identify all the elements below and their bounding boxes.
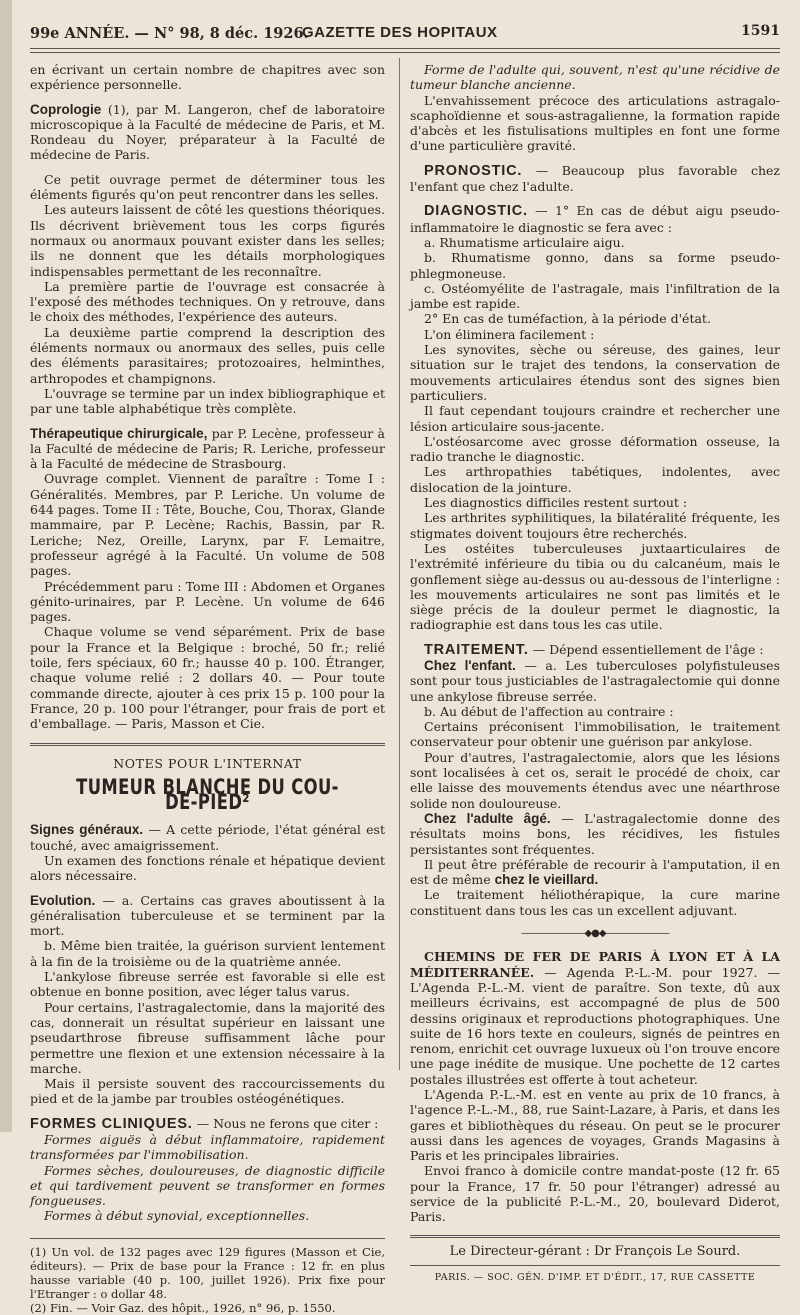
paragraph: Formes aiguës à début inflammatoire, rapidement transformées par l'immobilisation. xyxy=(30,1132,385,1163)
page-header xyxy=(30,22,780,46)
section-heading: PRONOSTIC. xyxy=(424,162,523,179)
adulte-entry: Chez l'adulte âgé. — L'astragalectomie donne des résultats moins bons, les récidives, les fistules persistantes sont fréquentes. xyxy=(410,810,780,857)
enfant-entry: Chez l'enfant. — a. Les tuberculoses polyfistuleuses sont pour tous justiciables de l'astragalectomie qui donne une ankylose fibreuse serrée. xyxy=(410,657,780,704)
section-heading: Chez l'enfant. xyxy=(424,657,516,673)
page-number: 1591 xyxy=(741,23,780,39)
director-line: Le Directeur-gérant : Dr François Le Sourd. xyxy=(410,1235,780,1259)
paragraph: Ce petit ouvrage permet de déterminer tous les éléments figurés qu'on peut rencontrer dans les selles. xyxy=(30,171,385,203)
section-heading: Coprologie xyxy=(30,101,102,117)
column-divider xyxy=(399,58,400,1070)
page-edge xyxy=(0,0,12,1132)
paragraph: Chaque volume se vend séparément. Prix de base pour la France et la Belgique : broché, 50 fr.; relié toile, fers spéciaux, 60 fr.; hausse 40 p. 100. Étranger, chaque volume relié : 2 dollars 40. — Pour toute commande directe, ajouter à ces prix 15 p. 100 pour la France, 20 p. 100 pour l'étranger, pour frais de port et d'emballage. — Paris, Masson et Cie. xyxy=(30,624,385,732)
paragraph: Les ostéites tuberculeuses juxtaarticulaires de l'extrémité inférieure du tibia ou du calcanéum, mais le gonflement siège au-dessus ou au-dessous de l'interligne : les mouvements articulaires ne sont pas limités et le siège précis de la douleur permet le diagnostic, la radiographie est dans tous les cas utile. xyxy=(410,540,780,633)
coprologie-entry: Coprologie (1), par M. Langeron, chef de laboratoire microscopique à la Faculté de médecine de Paris, et M. Rondeau du Noyer, préparateur à la Faculté de médecine de Paris. xyxy=(30,101,385,163)
diagnostic-entry: DIAGNOSTIC. — 1° En cas de début aigu pseudo-inflammatoire le diagnostic se fera avec : xyxy=(410,203,780,235)
paragraph: Pour certains, l'astragalectomie, dans la majorité des cas, donnerait un résultat supérieur en laissant une pseudarthrose fibreuse suffisamment lâche pour permettre une flexion et une extension nécessaire à la marche. xyxy=(30,999,385,1076)
paragraph: Mais il persiste souvent des raccourcissements du pied et de la jambe par troubles ostéogénétiques. xyxy=(30,1076,385,1107)
paragraph: c. Ostéomyélite de l'astragale, mais l'infiltration de la jambe est rapide. xyxy=(410,280,780,312)
article-title: TUMEUR BLANCHE DU COU-DE-PIED² xyxy=(76,774,339,815)
paragraph: Envoi franco à domicile contre mandat-poste (12 fr. 65 pour la France, 17 fr. 50 pour l'étranger) adressé au service de la publicité P.-L.-M., 20, boulevard Diderot, Paris. xyxy=(410,1163,780,1225)
footnote-rule xyxy=(30,1238,385,1239)
section-heading: DIAGNOSTIC. xyxy=(424,203,528,220)
paragraph: L'Agenda P.-L.-M. est en vente au prix de 10 francs, à l'agence P.-L.-M., 88, rue Saint-Lazare, à Paris, et dans les gares et bibliothèques du réseau. On peut se le procurer aussi dans les agences de voyages, Grands Magasins à Paris et les principales librairies. xyxy=(410,1087,780,1164)
section-rule xyxy=(30,743,385,746)
paragraph: Les auteurs laissent de côté les questions théoriques. Ils décrivent brièvement tous les corps figurés normaux ou anormaux pouvant exister dans les selles; ils ne donnent que les détails morphologiques indispensables permettant de les reconnaître. xyxy=(30,202,385,279)
paragraph: 2° En cas de tuméfaction, à la période d'état. xyxy=(424,311,711,327)
paragraph: b. Au début de l'affection au contraire : xyxy=(424,703,674,719)
paragraph: Formes à début synovial, exceptionnelles. xyxy=(44,1208,310,1224)
paragraph: Les synovites, sèche ou séreuse, des gaines, leur situation sur le trajet des tendons, la conservation de mouvements articulaires étendus sont des signes bien particuliers. xyxy=(410,342,780,403)
paragraph: a. Rhumatisme articulaire aigu. xyxy=(424,234,625,250)
footnote: (2) Fin. — Voir Gaz. des hôpit., 1926, n° 96, p. 1550. xyxy=(30,1300,336,1315)
printer-line: PARIS. — SOC. GÉN. D'IMP. ET D'ÉDIT., 17, RUE CASSETTE xyxy=(410,1265,780,1285)
paragraph: en écrivant un certain nombre de chapitres avec son expérience personnelle. xyxy=(30,62,385,93)
journal-title: GAZETTE DES HOPITAUX xyxy=(302,24,498,41)
notes-title: NOTES POUR L'INTERNAT xyxy=(113,756,302,772)
section-heading: TRAITEMENT. xyxy=(424,641,529,658)
paragraph: Les arthrites syphilitiques, la bilatéralité fréquente, les stigmates doivent toujours être recherchés. xyxy=(410,510,780,541)
paragraph: Pour d'autres, l'astragalectomie, alors que les lésions sont localisées à cet os, serait le procédé de choix, car elle laisse des mouvements étendus avec une néarthrose solide non douloureuse. xyxy=(410,749,780,811)
paragraph: Le traitement héliothérapique, la cure marine constituent dans tous les cas un excellent adjuvant. xyxy=(410,887,780,918)
paragraph: L'on éliminera facilement : xyxy=(424,326,595,342)
section-heading: Thérapeutique chirurgicale, xyxy=(30,425,208,441)
paragraph: L'envahissement précoce des articulations astragalo-scaphoïdienne et sous-astragalienne, la formation rapide d'abcès et les fistulisations multiples en font une forme d'une particulière gravité. xyxy=(410,92,780,154)
paragraph: Les arthropathies tabétiques, indolentes, avec dislocation de la jointure. xyxy=(410,464,780,495)
section-heading: Chez l'adulte âgé. xyxy=(424,810,551,826)
paragraph: La deuxième partie comprend la description des éléments normaux ou anormaux des selles, puis celle des éléments parasitaires; protozoaires, helminthes, arthropodes et champignons. xyxy=(30,324,385,386)
paragraph: b. Rhumatisme gonno, dans sa forme pseudo-phlegmoneuse. xyxy=(410,250,780,281)
paragraph: Un examen des fonctions rénale et hépatique devient alors nécessaire. xyxy=(30,852,385,884)
section-heading: Evolution. xyxy=(30,892,96,908)
section-heading: CHEMINS DE FER DE PARIS À LYON ET À LA MÉDITERRANÉE. xyxy=(410,949,780,980)
footnotes xyxy=(30,1245,385,1315)
right-column xyxy=(410,62,780,1285)
paragraph: Les diagnostics difficiles restent surtout : xyxy=(424,495,688,511)
traitement-entry: TRAITEMENT. — Dépend essentiellement de l'âge : xyxy=(424,641,764,658)
paragraph: Ouvrage complet. Viennent de paraître : Tome I : Généralités. Membres, par P. Leriche. Un volume de 644 pages. Tome II : Tête, Bouche, Cou, Thorax, Glande mammaire, par P. Lecène; Rachis, Bassin, par R. Leriche; Nez, Oreille, Larynx, par F. Lemaitre, professeur agrégé à la Faculté. Un volume de 508 pages. xyxy=(30,471,385,579)
header-rule xyxy=(30,48,780,49)
paragraph: Formes sèches, douloureuses, de diagnostic difficile et qui tardivement peuvent se transformer en formes fongueuses. xyxy=(30,1162,385,1209)
formes-entry: FORMES CLINIQUES. — Nous ne ferons que citer : xyxy=(30,1115,379,1132)
footnote: (1) Un vol. de 132 pages avec 129 figures (Masson et Cie, éditeurs). — Prix de base pour la France : 12 fr. en plus hausse variable (40 p. 100, juillet 1926). Prix fixe pour l'Etranger : o dollar 48. xyxy=(30,1244,385,1301)
paragraph: Il peut être préférable de recourir à l'amputation, il en est de même chez le vieillard. xyxy=(410,856,780,888)
signes-entry: Signes généraux. — A cette période, l'état général est touché, avec amaigrissement. xyxy=(30,822,385,853)
therapeutique-entry: Thérapeutique chirurgicale, par P. Lecène, professeur à la Faculté de médecine de Paris; R. Leriche, professeur à la Faculté de médecine de Strasbourg. xyxy=(30,425,385,472)
paragraph: b. Même bien traitée, la guérison survient lentement à la fin de la troisième ou de la quatrième année. xyxy=(30,938,385,969)
paragraph: Certains préconisent l'immobilisation, le traitement conservateur pour obtenir une guérison par ankylose. xyxy=(410,719,780,750)
paragraph: Il faut cependant toujours craindre et rechercher une lésion articulaire sous-jacente. xyxy=(410,403,780,434)
issue-line: 99e ANNÉE. — N° 98, 8 déc. 1926. xyxy=(30,25,309,42)
paragraph: La première partie de l'ouvrage est consacrée à l'exposé des méthodes techniques. On y retrouve, dans le choix des méthodes, l'expérience des auteurs. xyxy=(30,278,385,325)
section-heading: FORMES CLINIQUES. xyxy=(30,1115,193,1132)
paragraph: L'ostéosarcome avec grosse déformation osseuse, la radio tranche le diagnostic. xyxy=(410,433,780,465)
paragraph: L'ankylose fibreuse serrée est favorable si elle est obtenue en bonne position, avec léger talus varus. xyxy=(30,969,385,1000)
paragraph: Forme de l'adulte qui, souvent, n'est qu'une récidive de tumeur blanche ancienne. xyxy=(410,62,780,93)
pronostic-entry: PRONOSTIC. — Beaucoup plus favorable chez l'enfant que chez l'adulte. xyxy=(410,162,780,195)
evolution-entry: Evolution. — a. Certains cas graves aboutissent à la généralisation tuberculeuse et se terminent par la mort. xyxy=(30,892,385,939)
paragraph: L'ouvrage se termine par un index bibliographique et par une table alphabétique très complète. xyxy=(30,385,385,417)
ornament-divider: ―――――――◆●◆――――――― xyxy=(521,928,669,940)
paragraph: Précédemment paru : Tome III : Abdomen et Organes génito-urinaires, par P. Lecène. Un volume de 646 pages. xyxy=(30,578,385,625)
chemins-entry: CHEMINS DE FER DE PARIS À LYON ET À LA MÉDITERRANÉE. — Agenda P.-L.-M. pour 1927. — L'Agenda P.-L.-M. vient de paraître. Son texte, dû aux meilleurs écrivains, est accompagné de plus de 500 dessins originaux et reproductions photographiques. Une suite de 16 hors texte en couleurs, signés de peintres en renom, enrichit cet ouvrage luxueux où l'on trouve encore une page inédite de musique. Une pochette de 12 cartes postales illustrées est offerte à tout acheteur. xyxy=(410,949,780,1087)
section-heading: Signes généraux. xyxy=(30,822,144,838)
header-rule-2 xyxy=(30,52,780,53)
left-column xyxy=(30,62,385,1315)
